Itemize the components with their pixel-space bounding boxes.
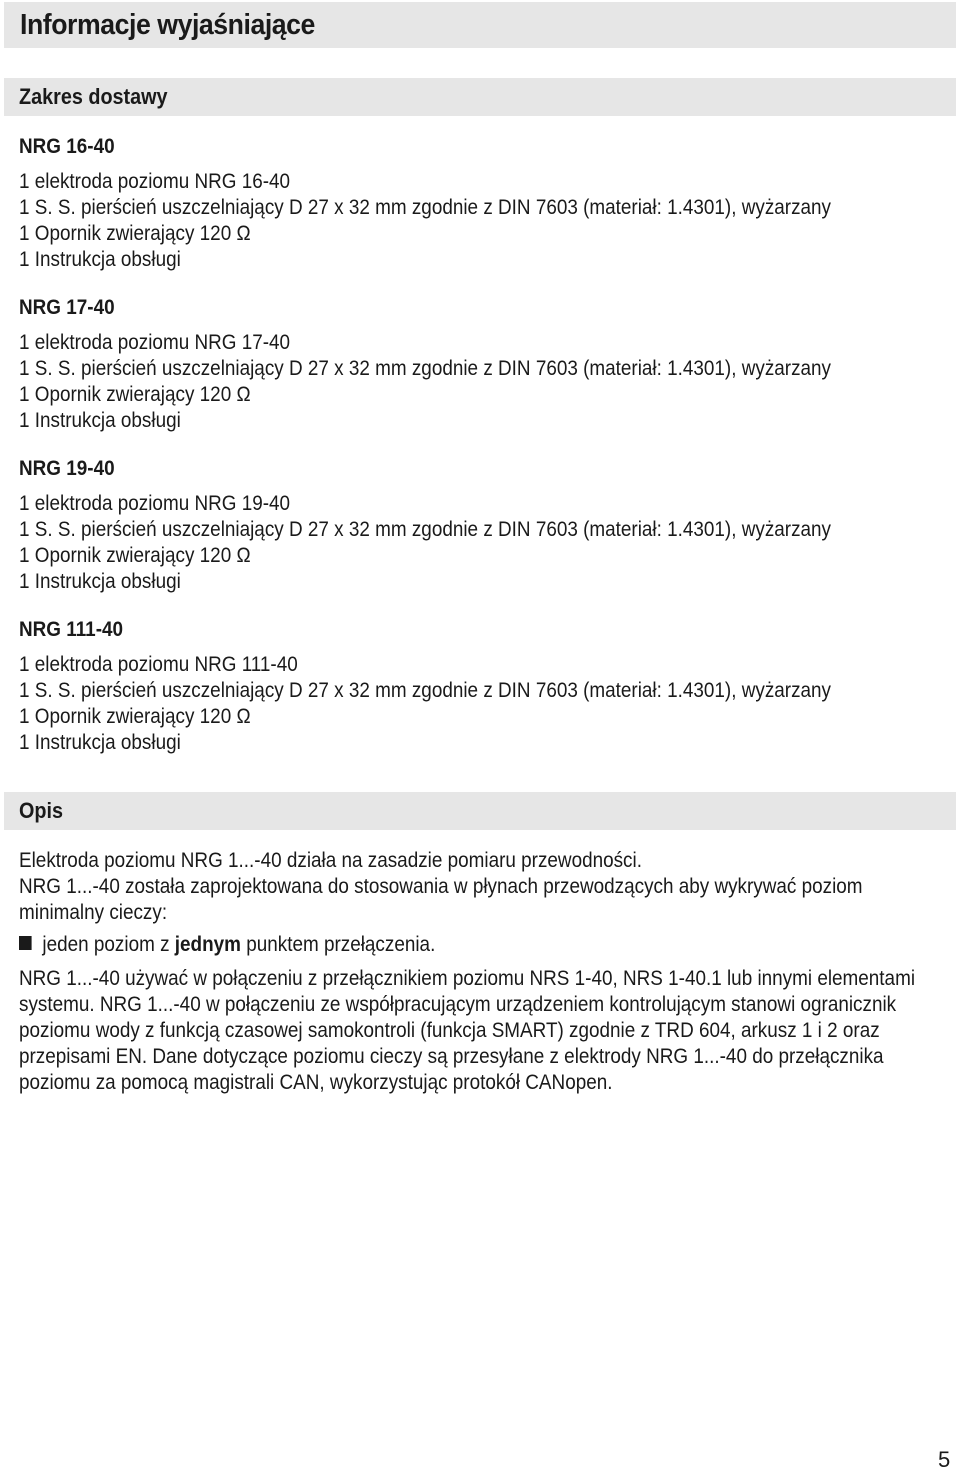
section-header-delivery bbox=[4, 78, 956, 116]
bullet-text-before: jeden poziom z bbox=[42, 933, 175, 956]
square-bullet-icon bbox=[19, 936, 32, 950]
list-item: 1 Instrukcja obsługi bbox=[19, 731, 181, 754]
list-item: 1 elektroda poziomu NRG 19-40 bbox=[19, 492, 291, 515]
bullet-text-bold: jednym bbox=[174, 933, 241, 956]
section-header-description bbox=[4, 792, 956, 830]
list-item: 1 S. S. pierścień uszczelniający D 27 x 32 mm zgodnie z DIN 7603 (materiał: 1.4301), wyżarzany bbox=[19, 518, 832, 541]
list-item: 1 Opornik zwierający 120 Ω bbox=[19, 544, 251, 567]
page-number: 5 bbox=[938, 1447, 951, 1472]
list-item: 1 S. S. pierścień uszczelniający D 27 x 32 mm zgodnie z DIN 7603 (materiał: 1.4301), wyżarzany bbox=[19, 679, 832, 702]
group-heading: NRG 19-40 bbox=[19, 457, 115, 480]
list-item: 1 Opornik zwierający 120 Ω bbox=[19, 222, 251, 245]
list-item: 1 S. S. pierścień uszczelniający D 27 x 32 mm zgodnie z DIN 7603 (materiał: 1.4301), wyżarzany bbox=[19, 196, 832, 219]
list-item: 1 elektroda poziomu NRG 17-40 bbox=[19, 331, 291, 354]
list-item: 1 Opornik zwierający 120 Ω bbox=[19, 705, 251, 728]
list-item: 1 Opornik zwierający 120 Ω bbox=[19, 383, 251, 406]
description-line: NRG 1...-40 została zaprojektowana do stosowania w płynach przewodzących aby wykrywać poziom minimalny cieczy: bbox=[19, 875, 863, 924]
list-item: 1 elektroda poziomu NRG 16-40 bbox=[19, 170, 291, 193]
bullet-text-after: punktem przełączenia. bbox=[240, 933, 436, 956]
group-heading: NRG 111-40 bbox=[19, 618, 124, 641]
delivery-group-nrg-16-40 bbox=[19, 134, 852, 273]
description-paragraph: NRG 1...-40 używać w połączeniu z przełącznikiem poziomu NRS 1-40, NRS 1-40.1 lub innymi elementami systemu. NRG 1...-40 w połączeniu ze współpracującym urządzeniem kontrolującym stanowi ogranicznik poziomu wody z funkcją czasowej samokontroli (funkcja SMART) zgodnie z TRD 604, arkusz 1 i 2 oraz przepisami EN. Dane dotyczące poziomu cieczy są przesyłane z elektrody NRG 1...-40 do przełącznika poziomu za pomocą magistrali CAN, wykorzystując protokół CANopen. bbox=[19, 967, 916, 1094]
delivery-group-nrg-19-40 bbox=[19, 456, 852, 595]
section-title-description: Opis bbox=[19, 798, 64, 823]
page-title: Informacje wyjaśniające bbox=[20, 9, 315, 41]
list-item: 1 elektroda poziomu NRG 111-40 bbox=[19, 653, 298, 676]
list-item: 1 Instrukcja obsługi bbox=[19, 570, 181, 593]
section-title-delivery: Zakres dostawy bbox=[19, 84, 168, 109]
page-title-bar bbox=[4, 2, 956, 48]
delivery-group-nrg-17-40 bbox=[19, 295, 852, 434]
bullet-item bbox=[19, 932, 946, 958]
list-item: 1 S. S. pierścień uszczelniający D 27 x 32 mm zgodnie z DIN 7603 (materiał: 1.4301), wyżarzany bbox=[19, 357, 832, 380]
description-body bbox=[19, 848, 946, 1096]
group-heading: NRG 17-40 bbox=[19, 296, 115, 319]
list-item: 1 Instrukcja obsługi bbox=[19, 409, 181, 432]
description-line: Elektroda poziomu NRG 1...-40 działa na zasadzie pomiaru przewodności. bbox=[19, 849, 642, 872]
delivery-group-nrg-111-40 bbox=[19, 617, 852, 756]
group-heading: NRG 16-40 bbox=[19, 135, 115, 158]
list-item: 1 Instrukcja obsługi bbox=[19, 248, 181, 271]
